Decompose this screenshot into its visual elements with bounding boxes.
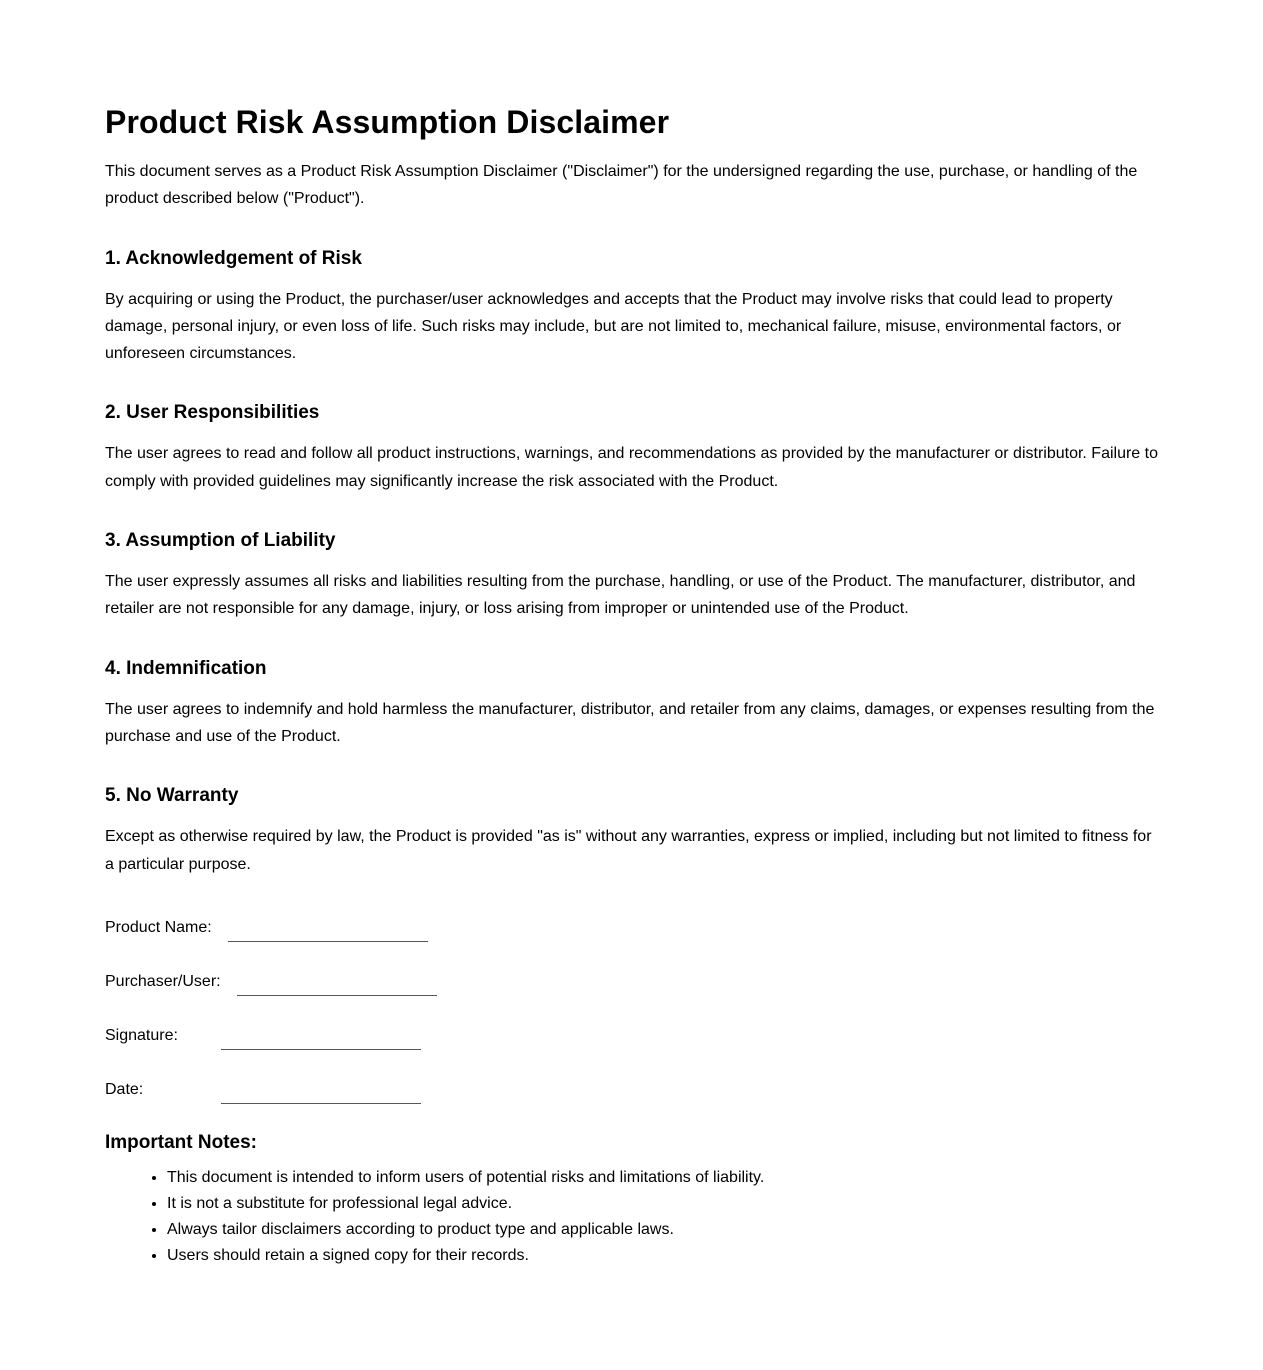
- list-item: • This document is intended to inform users of potential risks and limitations of liability.: [167, 1165, 1160, 1191]
- signature-label: Signature:: [105, 1026, 178, 1044]
- important-notes-heading: Important Notes:: [105, 1131, 257, 1153]
- date-field[interactable]: [221, 1083, 421, 1104]
- section-heading: 3. Assumption of Liability: [105, 530, 336, 552]
- list-item: • Always tailor disclaimers according to product type and applicable laws.: [167, 1217, 1160, 1243]
- intro-paragraph: This document serves as a Product Risk Assumption Disclaimer ("Disclaimer") for the undersigned regarding the use, purchase, or handling of the product described below ("Product").: [105, 163, 1138, 208]
- section-assumption-of-liability: [105, 528, 1160, 623]
- section-no-warranty: [105, 783, 1160, 878]
- signature-fields: [105, 914, 1160, 1100]
- product-name-field[interactable]: [228, 921, 428, 942]
- section-body: The user agrees to indemnify and hold harmless the manufacturer, distributor, and retailer from any claims, damages, or expenses resulting from the purchase and use of the Product.: [105, 700, 1155, 745]
- section-body: The user expressly assumes all risks and liabilities resulting from the purchase, handling, or use of the Product. The manufacturer, distributor, and retailer are not responsible for any damage, injury, or loss arising from improper or unintended use of the Product.: [105, 573, 1136, 618]
- section-body: Except as otherwise required by law, the Product is provided "as is" without any warranties, express or implied, including but not limited to fitness for a particular purpose.: [105, 828, 1152, 873]
- date-label: Date:: [105, 1080, 144, 1098]
- purchaser-user-label: Purchaser/User:: [105, 972, 221, 990]
- product-name-label: Product Name:: [105, 918, 212, 936]
- section-heading: 2. User Responsibilities: [105, 402, 320, 424]
- list-item: • It is not a substitute for professional legal advice.: [167, 1191, 1160, 1217]
- important-notes-list: [105, 1165, 1160, 1269]
- document-title: Product Risk Assumption Disclaimer: [105, 104, 670, 140]
- section-acknowledgement-of-risk: [105, 246, 1160, 368]
- section-body: By acquiring or using the Product, the purchaser/user acknowledges and accepts that the Product may involve risks that could lead to property damage, personal injury, or even loss of life. Such risks may include, but are not limited to, mechanical failure, misuse, environmental factors, or unforeseen circumstances.: [105, 290, 1122, 363]
- section-body: The user agrees to read and follow all product instructions, warnings, and recommendations as provided by the manufacturer or distributor. Failure to comply with provided guidelines may significantly increase the risk associated with the Product.: [105, 445, 1158, 490]
- signature-field[interactable]: [221, 1029, 421, 1050]
- product-name-row: [105, 914, 1160, 938]
- section-heading: 5. No Warranty: [105, 785, 239, 807]
- purchaser-user-row: [105, 968, 1160, 992]
- section-user-responsibilities: [105, 400, 1160, 495]
- purchaser-user-field[interactable]: [237, 975, 437, 996]
- section-heading: 4. Indemnification: [105, 657, 267, 679]
- document-content: [105, 100, 1160, 1269]
- list-item: • Users should retain a signed copy for their records.: [167, 1243, 1160, 1269]
- signature-row: [105, 1022, 1160, 1046]
- date-row: [105, 1076, 1160, 1100]
- section-indemnification: [105, 656, 1160, 751]
- section-heading: 1. Acknowledgement of Risk: [105, 247, 362, 269]
